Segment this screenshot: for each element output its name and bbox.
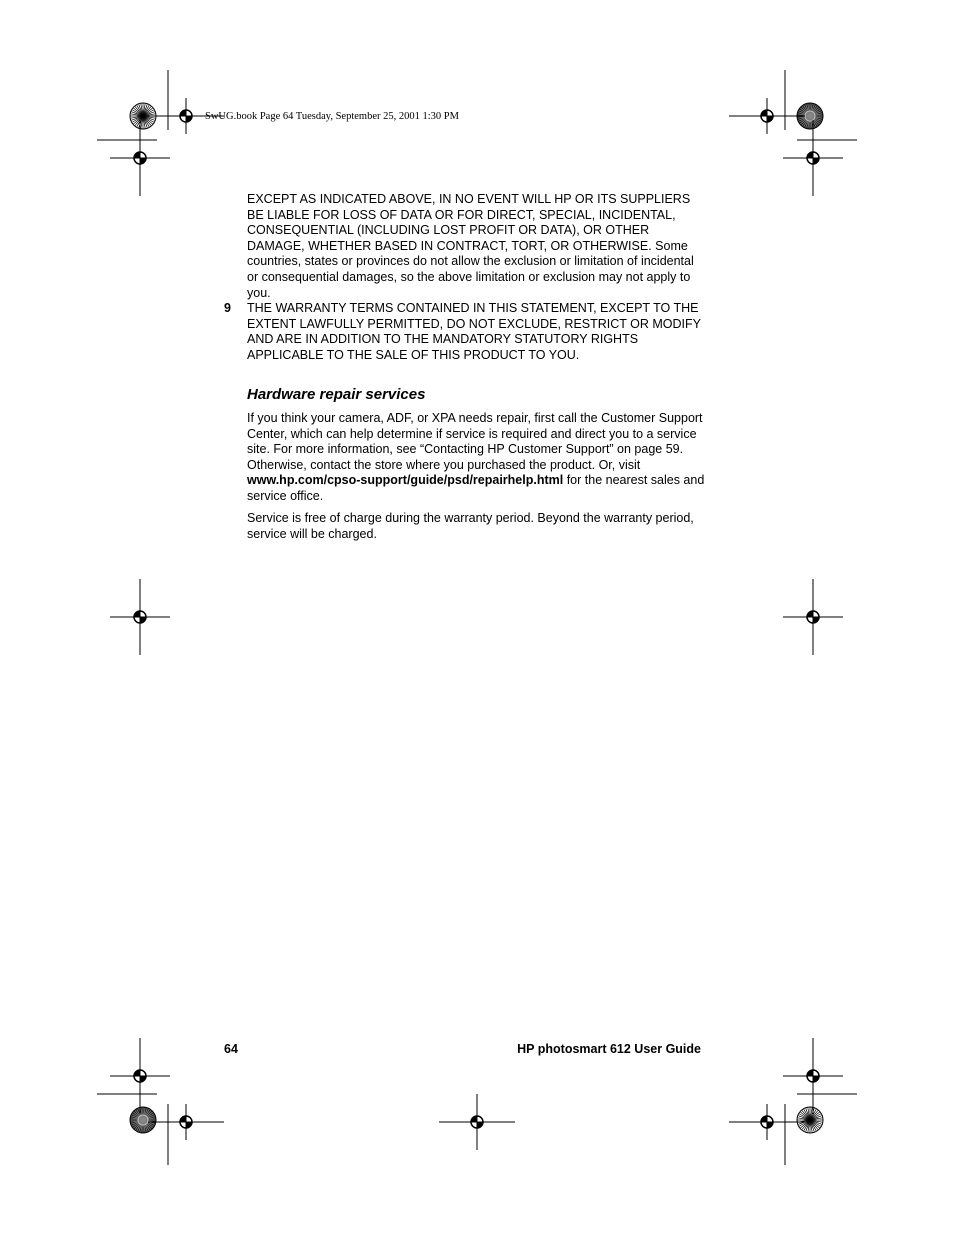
registration-marks	[110, 98, 843, 1150]
starburst-mark	[130, 1107, 156, 1133]
crosshair-mark	[783, 120, 843, 196]
repair-text-after: for the nearest sales and service office.	[247, 473, 705, 503]
list-item-text: THE WARRANTY TERMS CONTAINED IN THIS STATEMENT, EXCEPT TO THE EXTENT LAWFULLY PERMITTED, DO NOT EXCLUDE, RESTRICT OR MODIFY AND ARE IN ADDITION TO THE MANDATORY STATUTORY RIGHTS APPLICABLE TO THE SALE OF THIS PRODUCT TO YOU.	[247, 301, 701, 362]
crosshair-mark	[148, 98, 224, 134]
crosshair-mark	[148, 1104, 224, 1140]
print-slug: SwUG.book Page 64 Tuesday, September 25, 2001 1:30 PM	[205, 111, 459, 122]
section-heading: Hardware repair services	[247, 386, 426, 403]
crosshair-mark	[783, 579, 843, 655]
footer-title: HP photosmart 612 User Guide	[517, 1042, 701, 1056]
crosshair-mark	[110, 1038, 170, 1114]
crosshair-mark	[439, 1094, 515, 1150]
repair-text-before: If you think your camera, ADF, or XPA needs repair, first call the Customer Support Center, which can help determine if service is required and direct you to a service site. For more information, see “Contacting HP Customer Support” on page 59. Otherwise, contact the store where you purchased the product. Or, visit	[247, 411, 703, 472]
crosshair-mark	[110, 579, 170, 655]
list-item-number: 9	[224, 301, 231, 315]
footer-page-number: 64	[224, 1042, 238, 1056]
crosshair-mark	[110, 120, 170, 196]
starburst-mark	[797, 1107, 823, 1133]
crosshair-mark	[729, 98, 805, 134]
exclusion-paragraph-text: EXCEPT AS INDICATED ABOVE, IN NO EVENT WILL HP OR ITS SUPPLIERS BE LIABLE FOR LOSS OF DATA OR FOR DIRECT, SPECIAL, INCIDENTAL, CONSEQUENTIAL (INCLUDING LOST PROFIT OR DATA), OR OTHER DAMAGE, WHETHER BASED IN CONTRACT, TORT, OR OTHERWISE. Some countries, states or provinces do not allow the exclusion or limitation of incidental or consequential damages, so the above limitation or exclusion may not apply to you.	[247, 192, 694, 300]
service-paragraph-text: Service is free of charge during the warranty period. Beyond the warranty period, service will be charged.	[247, 511, 694, 541]
crosshair-mark	[729, 1104, 805, 1140]
crosshair-mark	[783, 1038, 843, 1114]
repair-url-link[interactable]: www.hp.com/cpso-support/guide/psd/repairhelp.html	[247, 473, 564, 488]
